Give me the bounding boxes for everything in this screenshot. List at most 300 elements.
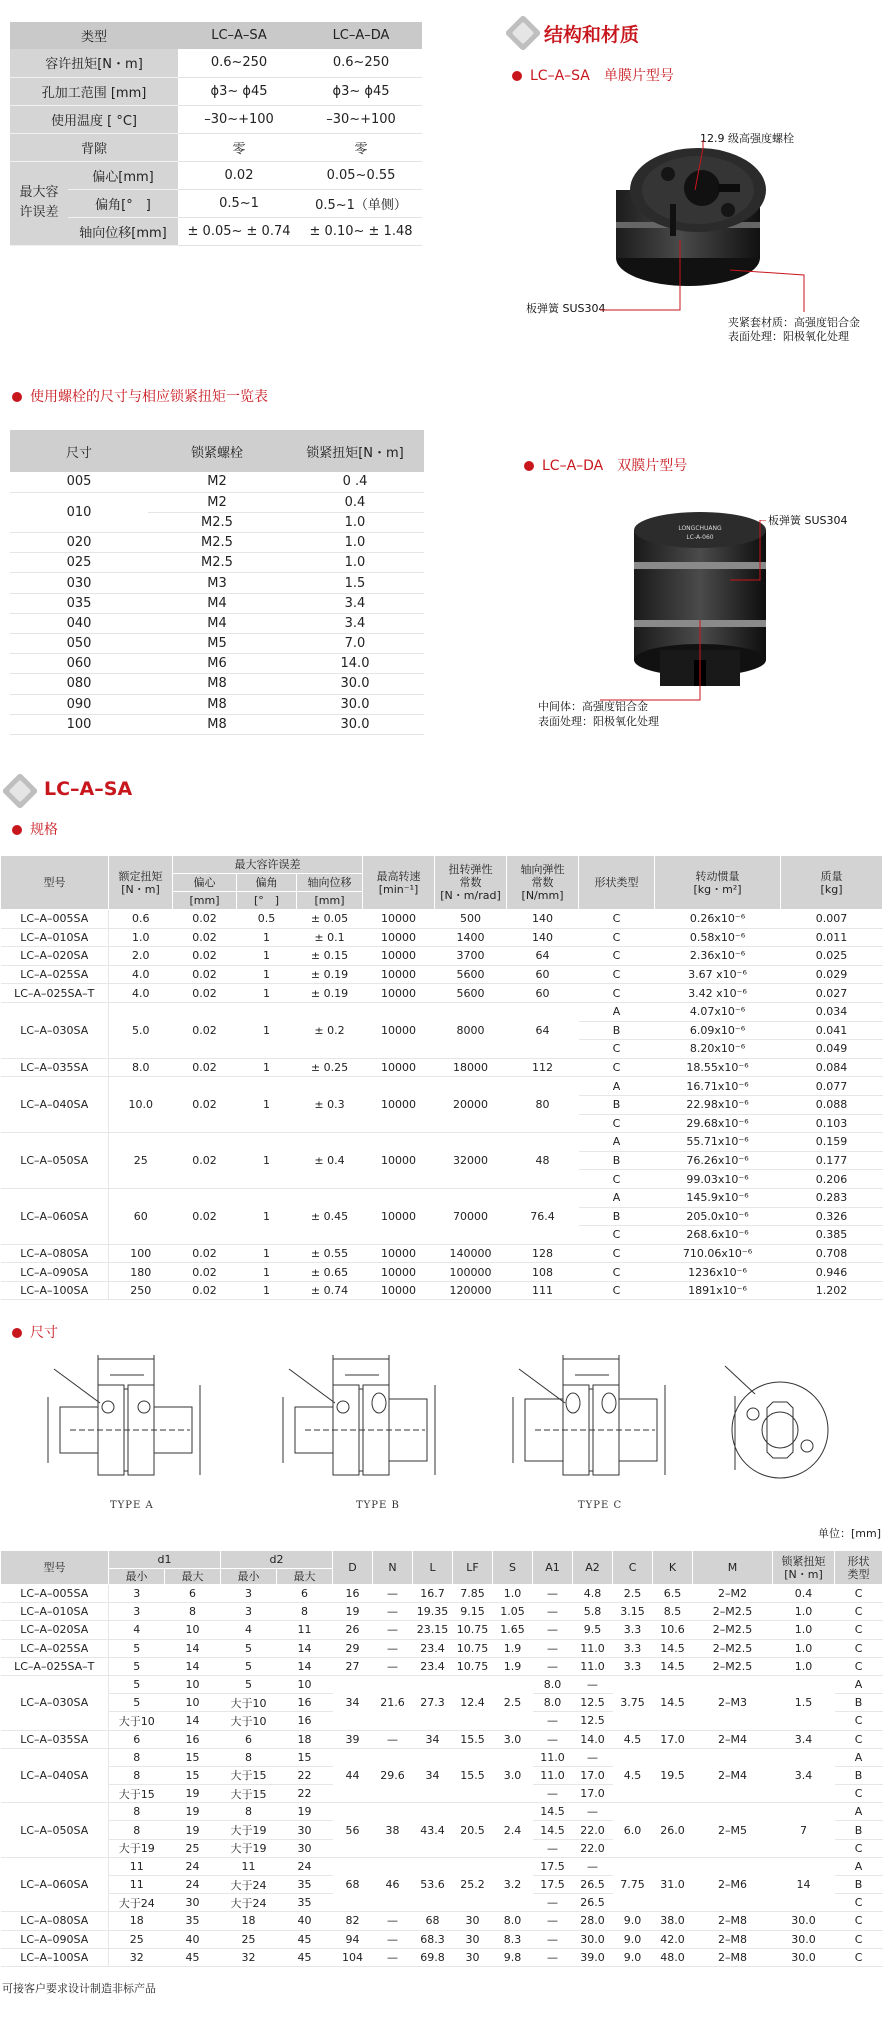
sa-axial: ± 0.2 [297,1002,363,1058]
sa-inertia: 8.20x10⁻⁶ [655,1040,781,1059]
dim-d1min: 大于10 [109,1712,165,1730]
dim-d1min: 大于24 [109,1894,165,1912]
dim-L: 34 [413,1730,453,1748]
dim-d2min: 大于10 [221,1712,277,1730]
dim-K: 17.0 [653,1730,693,1748]
dim-d2min: 8 [221,1748,277,1766]
bolt-row [10,492,424,512]
dim-A1: — [533,1785,573,1803]
sa-ecc: 0.02 [173,928,237,947]
dim-d1min: 11 [109,1876,165,1894]
sa-spec-row [1,1077,883,1096]
sa-tstiff: 3700 [435,947,507,966]
dim-LF: 9.15 [453,1603,493,1621]
bolt-size: 025 [10,553,148,573]
dim-L: 68 [413,1912,453,1930]
dim-d1max: 8 [165,1603,221,1621]
bolt-torque: 30.0 [286,694,424,714]
sa-speed: 10000 [363,1133,435,1189]
dim-A2: 26.5 [573,1894,613,1912]
dimension-table-body [1,1585,883,1967]
dim-d2max: 16 [277,1694,333,1712]
dim-S: 8.0 [493,1912,533,1930]
dim-L: 27.3 [413,1675,453,1730]
sa-mass: 0.027 [781,984,883,1003]
bolt-torque: 3.4 [286,593,424,613]
sa-mass: 0.011 [781,928,883,947]
sa-inertia: 99.03x10⁻⁶ [655,1170,781,1189]
sa-h-speed: 最高转速 [min⁻¹] [363,856,435,910]
sa-h-misalign: 最大容许误差 [173,856,363,874]
sa-mass: 0.708 [781,1244,883,1263]
bolt-size: 005 [10,472,148,492]
bolt-bolt: M8 [148,674,286,694]
spec-row [10,49,422,77]
spec-row [10,77,422,105]
dim-A1: — [533,1930,573,1948]
sa-angle: 1 [237,1058,297,1077]
spec-row-label: 容许扭矩[N・m] [10,49,178,77]
unit-label: 单位：[mm] [817,1527,881,1540]
sa-axial: ± 0.55 [297,1244,363,1263]
sa-h-angle: 偏角 [237,874,297,892]
dim-K: 10.6 [653,1621,693,1639]
dim-model: LC–A–025SA–T [1,1657,109,1675]
dim-shape: C [835,1912,883,1930]
dim-shape: B [835,1694,883,1712]
sa-astiff: 111 [507,1281,579,1300]
sa-tstiff: 70000 [435,1188,507,1244]
dim-M: 2–M8 [693,1930,773,1948]
dim-row [1,1675,883,1693]
dim-d1max: 19 [165,1785,221,1803]
dim-A1: 11.0 [533,1748,573,1766]
sa-tstiff: 5600 [435,984,507,1003]
dim-shape: A [835,1675,883,1693]
bolt-row [10,613,424,633]
dim-d2max: 30 [277,1821,333,1839]
dim-A2: 11.0 [573,1657,613,1675]
sa-model: LC–A–100SA [1,1281,109,1300]
sa-spec-row [1,1244,883,1263]
sa-tstiff: 18000 [435,1058,507,1077]
sa-shape: C [579,928,655,947]
dim-A2: 14.0 [573,1730,613,1748]
dim-shape: C [835,1621,883,1639]
dim-C: 2.5 [613,1585,653,1603]
dim-h-M: M [693,1551,773,1585]
dim-LF: 25.2 [453,1857,493,1912]
dim-A1: 8.0 [533,1675,573,1693]
dim-D: 68 [333,1857,373,1912]
dim-S: 2.5 [493,1675,533,1730]
dim-d1min: 5 [109,1694,165,1712]
dim-M: 2–M4 [693,1730,773,1748]
dim-model: LC–A–030SA [1,1675,109,1730]
da-brand-text: LONGCHUANG [678,525,722,532]
dim-h-torque: 锁紧扭矩 [N・m] [773,1551,835,1585]
sa-spec-title: 规格 [30,822,58,838]
sa-spec-row [1,1133,883,1152]
sa-mass: 0.041 [781,1021,883,1040]
dim-d2max: 15 [277,1748,333,1766]
dim-L: 43.4 [413,1803,453,1858]
dim-d2min: 大于24 [221,1876,277,1894]
bolt-size: 080 [10,674,148,694]
bolt-size: 060 [10,654,148,674]
sa-angle: 1 [237,1244,297,1263]
dim-model: LC–A–060SA [1,1857,109,1912]
sa-shape: C [579,1114,655,1133]
dimension-table [0,1550,883,1967]
spec-da-value: ± 0.10~ ± 1.48 [300,217,422,245]
sa-mass: 0.103 [781,1114,883,1133]
dim-d2min: 3 [221,1603,277,1621]
dim-D: 29 [333,1639,373,1657]
spec-sa-value: ± 0.05~ ± 0.74 [178,217,300,245]
dim-S: 3.0 [493,1730,533,1748]
dim-M: 2–M2.5 [693,1621,773,1639]
sa-mass: 0.283 [781,1188,883,1207]
sa-axial: ± 0.1 [297,928,363,947]
dim-shape: C [835,1930,883,1948]
dim-d1max: 6 [165,1585,221,1603]
dim-A2: 26.5 [573,1876,613,1894]
dim-LF: 30 [453,1912,493,1930]
bolt-row [10,533,424,553]
dim-h-d2-max: 最大 [277,1569,333,1585]
dim-torque: 14 [773,1857,835,1912]
sa-speed: 10000 [363,1058,435,1077]
dim-shape: A [835,1748,883,1766]
dim-shape: B [835,1821,883,1839]
dim-K: 48.0 [653,1948,693,1966]
dim-h-d1: d1 [109,1551,221,1569]
dim-A1: 8.0 [533,1694,573,1712]
dim-LF: 10.75 [453,1621,493,1639]
bolt-row [10,654,424,674]
dim-torque: 0.4 [773,1585,835,1603]
spec-row-label: 轴向位移[mm] [68,217,178,245]
bolt-table-body [10,472,424,734]
dim-A1: 17.5 [533,1876,573,1894]
sa-shape: A [579,1002,655,1021]
bolt-bolt: M5 [148,634,286,654]
dim-h-d2-min: 最小 [221,1569,277,1585]
sa-ecc: 0.02 [173,1002,237,1058]
dim-d2min: 大于19 [221,1821,277,1839]
spec-row-label: 偏角[° ] [68,189,178,217]
sa-spec-row [1,928,883,947]
dim-torque: 1.0 [773,1603,835,1621]
dim-d1min: 大于15 [109,1785,165,1803]
sa-shape: C [579,1263,655,1282]
sa-torque: 4.0 [109,984,173,1003]
sa-axial: ± 0.19 [297,984,363,1003]
sa-inertia: 145.9x10⁻⁶ [655,1188,781,1207]
dim-d1max: 19 [165,1803,221,1821]
dim-d2max: 18 [277,1730,333,1748]
sa-tstiff: 5600 [435,965,507,984]
sa-astiff: 128 [507,1244,579,1263]
dim-d1max: 24 [165,1876,221,1894]
dim-d2max: 8 [277,1603,333,1621]
dim-shape: C [835,1730,883,1748]
dim-d2max: 35 [277,1876,333,1894]
sa-torque: 8.0 [109,1058,173,1077]
dim-d2max: 22 [277,1766,333,1784]
dim-d2max: 45 [277,1948,333,1966]
sa-axial: ± 0.65 [297,1263,363,1282]
dim-K: 6.5 [653,1585,693,1603]
dim-C: 7.75 [613,1857,653,1912]
da-model-title: LC–A–DA 双膜片型号 [542,458,688,474]
sa-shape: C [579,1058,655,1077]
dim-LF: 20.5 [453,1803,493,1858]
dim-A2: — [573,1803,613,1821]
spec-da-value: 0.6~250 [300,49,422,77]
dim-shape: B [835,1766,883,1784]
sa-mass: 0.385 [781,1226,883,1245]
sa-inertia: 205.0x10⁻⁶ [655,1207,781,1226]
sa-model: LC–A–050SA [1,1133,109,1189]
sa-shape: A [579,1188,655,1207]
sa-shape: B [579,1151,655,1170]
dim-d2max: 40 [277,1912,333,1930]
sa-model-title: LC–A–SA 单膜片型号 [530,68,674,84]
dim-section-title: 尺寸 [30,1325,58,1341]
sa-mass: 0.084 [781,1058,883,1077]
dim-shape: C [835,1948,883,1966]
dim-A2: — [573,1857,613,1875]
dim-A1: 11.0 [533,1766,573,1784]
sa-inertia: 268.6x10⁻⁶ [655,1226,781,1245]
sa-model: LC–A–020SA [1,947,109,966]
spec-group-label: 最大容许误差 [10,161,68,245]
dim-shape: C [835,1894,883,1912]
dim-D: 44 [333,1748,373,1803]
bullet-icon [524,461,534,471]
bolt-header-bolt: 锁紧螺栓 [148,430,286,472]
dim-d2min: 4 [221,1621,277,1639]
sa-torque: 25 [109,1133,173,1189]
bolt-bolt: M8 [148,694,286,714]
spec-da-value: ϕ3~ ϕ45 [300,77,422,105]
dim-shape: C [835,1839,883,1857]
sa-h-ecc-unit: [mm] [173,892,237,910]
dim-row [1,1621,883,1639]
sa-spec-row [1,1058,883,1077]
dim-torque: 1.0 [773,1639,835,1657]
spec-comparison-table [10,22,422,246]
dim-model: LC–A–080SA [1,1912,109,1930]
sa-torque: 250 [109,1281,173,1300]
dim-A1: — [533,1894,573,1912]
sa-model: LC–A–030SA [1,1002,109,1058]
sa-mass: 0.946 [781,1263,883,1282]
bolt-row [10,472,424,492]
dim-row [1,1748,883,1766]
dim-h-D: D [333,1551,373,1585]
sa-speed: 10000 [363,1244,435,1263]
bolt-header-torque: 锁紧扭矩[N・m] [286,430,424,472]
sa-shape: C [579,1281,655,1300]
dim-d2min: 5 [221,1675,277,1693]
sa-astiff: 48 [507,1133,579,1189]
dim-d2min: 大于10 [221,1694,277,1712]
sa-angle: 1 [237,1263,297,1282]
dim-row [1,1912,883,1930]
sa-axial: ± 0.3 [297,1077,363,1133]
sa-shape: A [579,1077,655,1096]
dim-L: 34 [413,1748,453,1803]
sa-speed: 10000 [363,910,435,929]
da-model-text: LC-A-060 [686,534,714,541]
sa-angle: 1 [237,1002,297,1058]
dim-D: 16 [333,1585,373,1603]
bolt-torque: 7.0 [286,634,424,654]
sa-h-angle-unit: [° ] [237,892,297,910]
dim-D: 94 [333,1930,373,1948]
sa-angle: 1 [237,984,297,1003]
dim-N: 38 [373,1803,413,1858]
sa-model: LC–A–025SA [1,965,109,984]
dim-L: 53.6 [413,1857,453,1912]
dim-D: 26 [333,1621,373,1639]
dim-torque: 30.0 [773,1948,835,1966]
sa-h-tstiff: 扭转弹性 常数 [N・m/rad] [435,856,507,910]
dim-A2: 11.0 [573,1639,613,1657]
dim-h-L: L [413,1551,453,1585]
bolt-bolt: M8 [148,714,286,734]
sa-inertia: 6.09x10⁻⁶ [655,1021,781,1040]
sa-angle: 1 [237,1188,297,1244]
spec-row-label: 使用温度 [ °C] [10,105,178,133]
sa-inertia: 55.71x10⁻⁶ [655,1133,781,1152]
dim-d2min: 大于19 [221,1839,277,1857]
dim-A2: 5.8 [573,1603,613,1621]
dim-C: 9.0 [613,1912,653,1930]
dim-K: 26.0 [653,1803,693,1858]
spec-row-label: 背隙 [10,133,178,161]
dim-S: 1.65 [493,1621,533,1639]
sa-astiff: 80 [507,1077,579,1133]
sa-ecc: 0.02 [173,984,237,1003]
dim-LF: 10.75 [453,1639,493,1657]
dim-C: 9.0 [613,1930,653,1948]
type-b-label: TYPE B [356,1500,400,1511]
sa-angle: 1 [237,928,297,947]
dim-A2: 28.0 [573,1912,613,1930]
sa-h-model: 型号 [1,856,109,910]
dim-torque: 1.0 [773,1621,835,1639]
sa-tstiff: 20000 [435,1077,507,1133]
dim-D: 39 [333,1730,373,1748]
sa-tstiff: 8000 [435,1002,507,1058]
dim-d2max: 30 [277,1839,333,1857]
dim-LF: 10.75 [453,1657,493,1675]
dim-model: LC–A–040SA [1,1748,109,1803]
dim-S: 3.2 [493,1857,533,1912]
bolt-torque: 0.4 [286,492,424,512]
dim-torque: 7 [773,1803,835,1858]
dim-h-S: S [493,1551,533,1585]
dim-d1max: 15 [165,1766,221,1784]
dim-D: 56 [333,1803,373,1858]
sa-angle: 1 [237,947,297,966]
dim-d2max: 6 [277,1585,333,1603]
dim-K: 19.5 [653,1748,693,1803]
dim-d1max: 19 [165,1821,221,1839]
sa-mass: 0.029 [781,965,883,984]
sa-shape: B [579,1207,655,1226]
sa-mass: 0.077 [781,1077,883,1096]
dim-N: — [373,1621,413,1639]
dim-d1min: 11 [109,1857,165,1875]
sa-ecc: 0.02 [173,1133,237,1189]
dim-d1min: 大于19 [109,1839,165,1857]
bolt-size: 010 [10,492,148,532]
bolt-row [10,573,424,593]
sa-speed: 10000 [363,928,435,947]
dim-L: 69.8 [413,1948,453,1966]
spec-row [10,133,422,161]
spec-da-value: 0.5~1（单侧） [300,189,422,217]
sa-shape: C [579,947,655,966]
bolt-size: 035 [10,593,148,613]
dim-d2min: 大于15 [221,1785,277,1803]
dim-d1min: 5 [109,1657,165,1675]
dim-N: — [373,1912,413,1930]
bolt-bolt: M2.5 [148,533,286,553]
sa-speed: 10000 [363,1263,435,1282]
sa-speed: 10000 [363,984,435,1003]
sa-shape: A [579,1133,655,1152]
dim-A2: 12.5 [573,1712,613,1730]
sa-model: LC–A–040SA [1,1077,109,1133]
sa-astiff: 140 [507,928,579,947]
bolt-row [10,714,424,734]
sa-h-ecc: 偏心 [173,874,237,892]
dim-A2: 4.8 [573,1585,613,1603]
da-middle-material: 中间体：高强度铝合金 [538,700,648,713]
dim-A1: — [533,1730,573,1748]
sa-axial: ± 0.74 [297,1281,363,1300]
dim-torque: 3.4 [773,1730,835,1748]
sa-torque: 100 [109,1244,173,1263]
dim-C: 3.3 [613,1657,653,1675]
dim-d2max: 14 [277,1657,333,1675]
sa-shape: C [579,1226,655,1245]
sa-inertia: 76.26x10⁻⁶ [655,1151,781,1170]
dim-d1min: 8 [109,1748,165,1766]
dim-shape: C [835,1639,883,1657]
dim-d1max: 14 [165,1639,221,1657]
dim-d1min: 5 [109,1675,165,1693]
bullet-icon [12,825,22,835]
dim-d1min: 8 [109,1766,165,1784]
dim-d1min: 8 [109,1803,165,1821]
bolt-bolt: M6 [148,654,286,674]
dim-d2max: 16 [277,1712,333,1730]
dim-M: 2–M5 [693,1803,773,1858]
dim-L: 68.3 [413,1930,453,1948]
dim-A2: 30.0 [573,1930,613,1948]
sa-shape: C [579,984,655,1003]
sa-spring-callout: 板弹簧 SUS304 [526,302,606,315]
dim-d2max: 14 [277,1639,333,1657]
dim-M: 2–M8 [693,1948,773,1966]
